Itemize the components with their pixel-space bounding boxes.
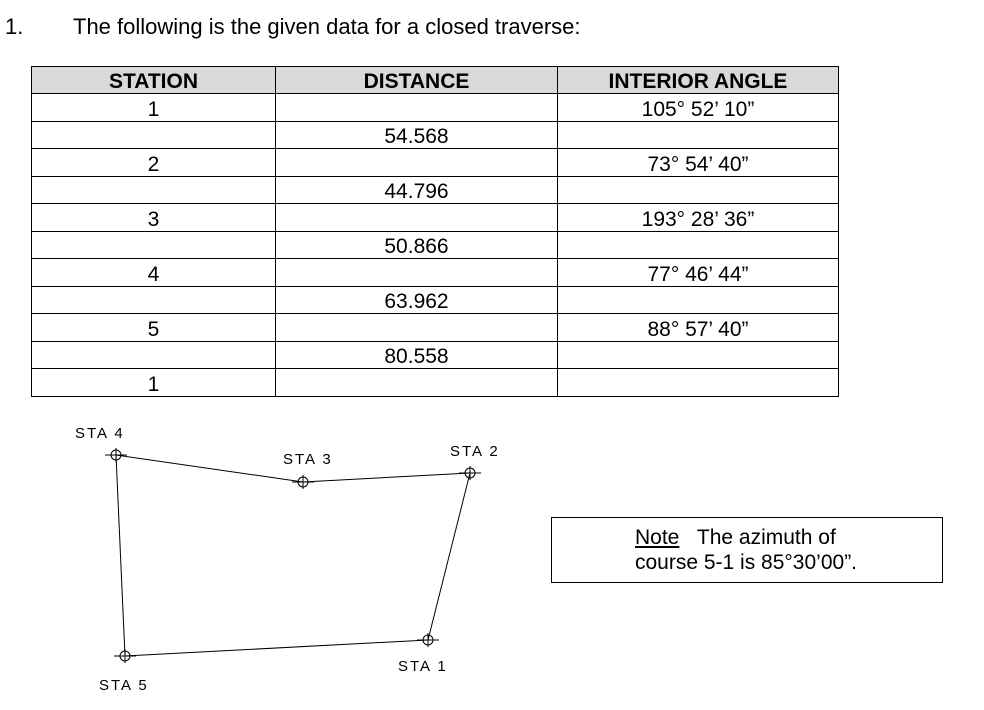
question-text: The following is the given data for a closed traverse:: [73, 14, 581, 39]
table-header-row: [32, 67, 839, 94]
station-cell: [32, 231, 276, 259]
question-number: 1.: [5, 14, 24, 39]
station-marker-4: [105, 448, 127, 462]
table-row: [32, 121, 839, 149]
course-5-4: [116, 455, 125, 656]
sta-5-label: STA 5: [99, 677, 149, 694]
angle-cell: [558, 231, 839, 259]
table-row: [32, 341, 839, 369]
station-cell: 4: [32, 259, 276, 287]
distance-cell: [276, 149, 558, 177]
header-distance: DISTANCE: [276, 67, 558, 94]
station-marker-3: [292, 475, 314, 489]
distance-cell: [276, 369, 558, 397]
station-marker-2: [459, 466, 481, 480]
note-box: [551, 517, 943, 583]
angle-cell: [558, 121, 839, 149]
table-row: [32, 286, 839, 314]
sta-4-label: STA 4: [75, 425, 125, 442]
distance-cell: 80.558: [276, 341, 558, 369]
station-cell: 1: [32, 369, 276, 397]
station-cell: [32, 176, 276, 204]
distance-cell: 50.866: [276, 231, 558, 259]
distance-cell: [276, 204, 558, 232]
distance-cell: [276, 94, 558, 122]
header-station: STATION: [32, 67, 276, 94]
course-4-3: [116, 455, 303, 482]
angle-cell: 73° 54’ 40”: [558, 149, 839, 177]
course-2-1: [428, 473, 470, 640]
station-cell: [32, 286, 276, 314]
angle-cell: 105° 52’ 10”: [558, 94, 839, 122]
table-row: [32, 231, 839, 259]
table-row: [32, 314, 839, 342]
station-cell: 5: [32, 314, 276, 342]
sta-1-label: STA 1: [398, 658, 448, 675]
course-3-2: [303, 473, 470, 482]
traverse-lines: [116, 455, 470, 656]
course-1-5: [125, 640, 428, 656]
sta-2-label: STA 2: [450, 443, 500, 460]
table-row: [32, 369, 839, 397]
station-cell: 3: [32, 204, 276, 232]
angle-cell: [558, 176, 839, 204]
station-marker-5: [114, 649, 136, 663]
angle-cell: [558, 369, 839, 397]
table-row: [32, 149, 839, 177]
traverse-diagram: [0, 410, 600, 710]
distance-cell: [276, 259, 558, 287]
table-row: [32, 204, 839, 232]
angle-cell: [558, 341, 839, 369]
station-cell: 1: [32, 94, 276, 122]
traverse-table: [31, 66, 839, 397]
table-row: [32, 176, 839, 204]
angle-cell: [558, 286, 839, 314]
distance-cell: [276, 314, 558, 342]
angle-cell: 77° 46’ 44”: [558, 259, 839, 287]
note-label: Note: [635, 526, 680, 549]
sta-3-label: STA 3: [283, 451, 333, 468]
station-cell: 2: [32, 149, 276, 177]
header-interior-angle: INTERIOR ANGLE: [558, 67, 839, 94]
station-cell: [32, 341, 276, 369]
distance-cell: 44.796: [276, 176, 558, 204]
table-body: [32, 94, 839, 397]
angle-cell: 88° 57’ 40”: [558, 314, 839, 342]
distance-cell: 63.962: [276, 286, 558, 314]
station-cell: [32, 121, 276, 149]
distance-cell: 54.568: [276, 121, 558, 149]
table-row: [32, 94, 839, 122]
station-marker-1: [417, 633, 439, 647]
note-line1: The azimuth of: [696, 526, 836, 549]
table-row: [32, 259, 839, 287]
note-line2: course 5-1 is 85°30’00”.: [635, 551, 858, 574]
angle-cell: 193° 28’ 36”: [558, 204, 839, 232]
